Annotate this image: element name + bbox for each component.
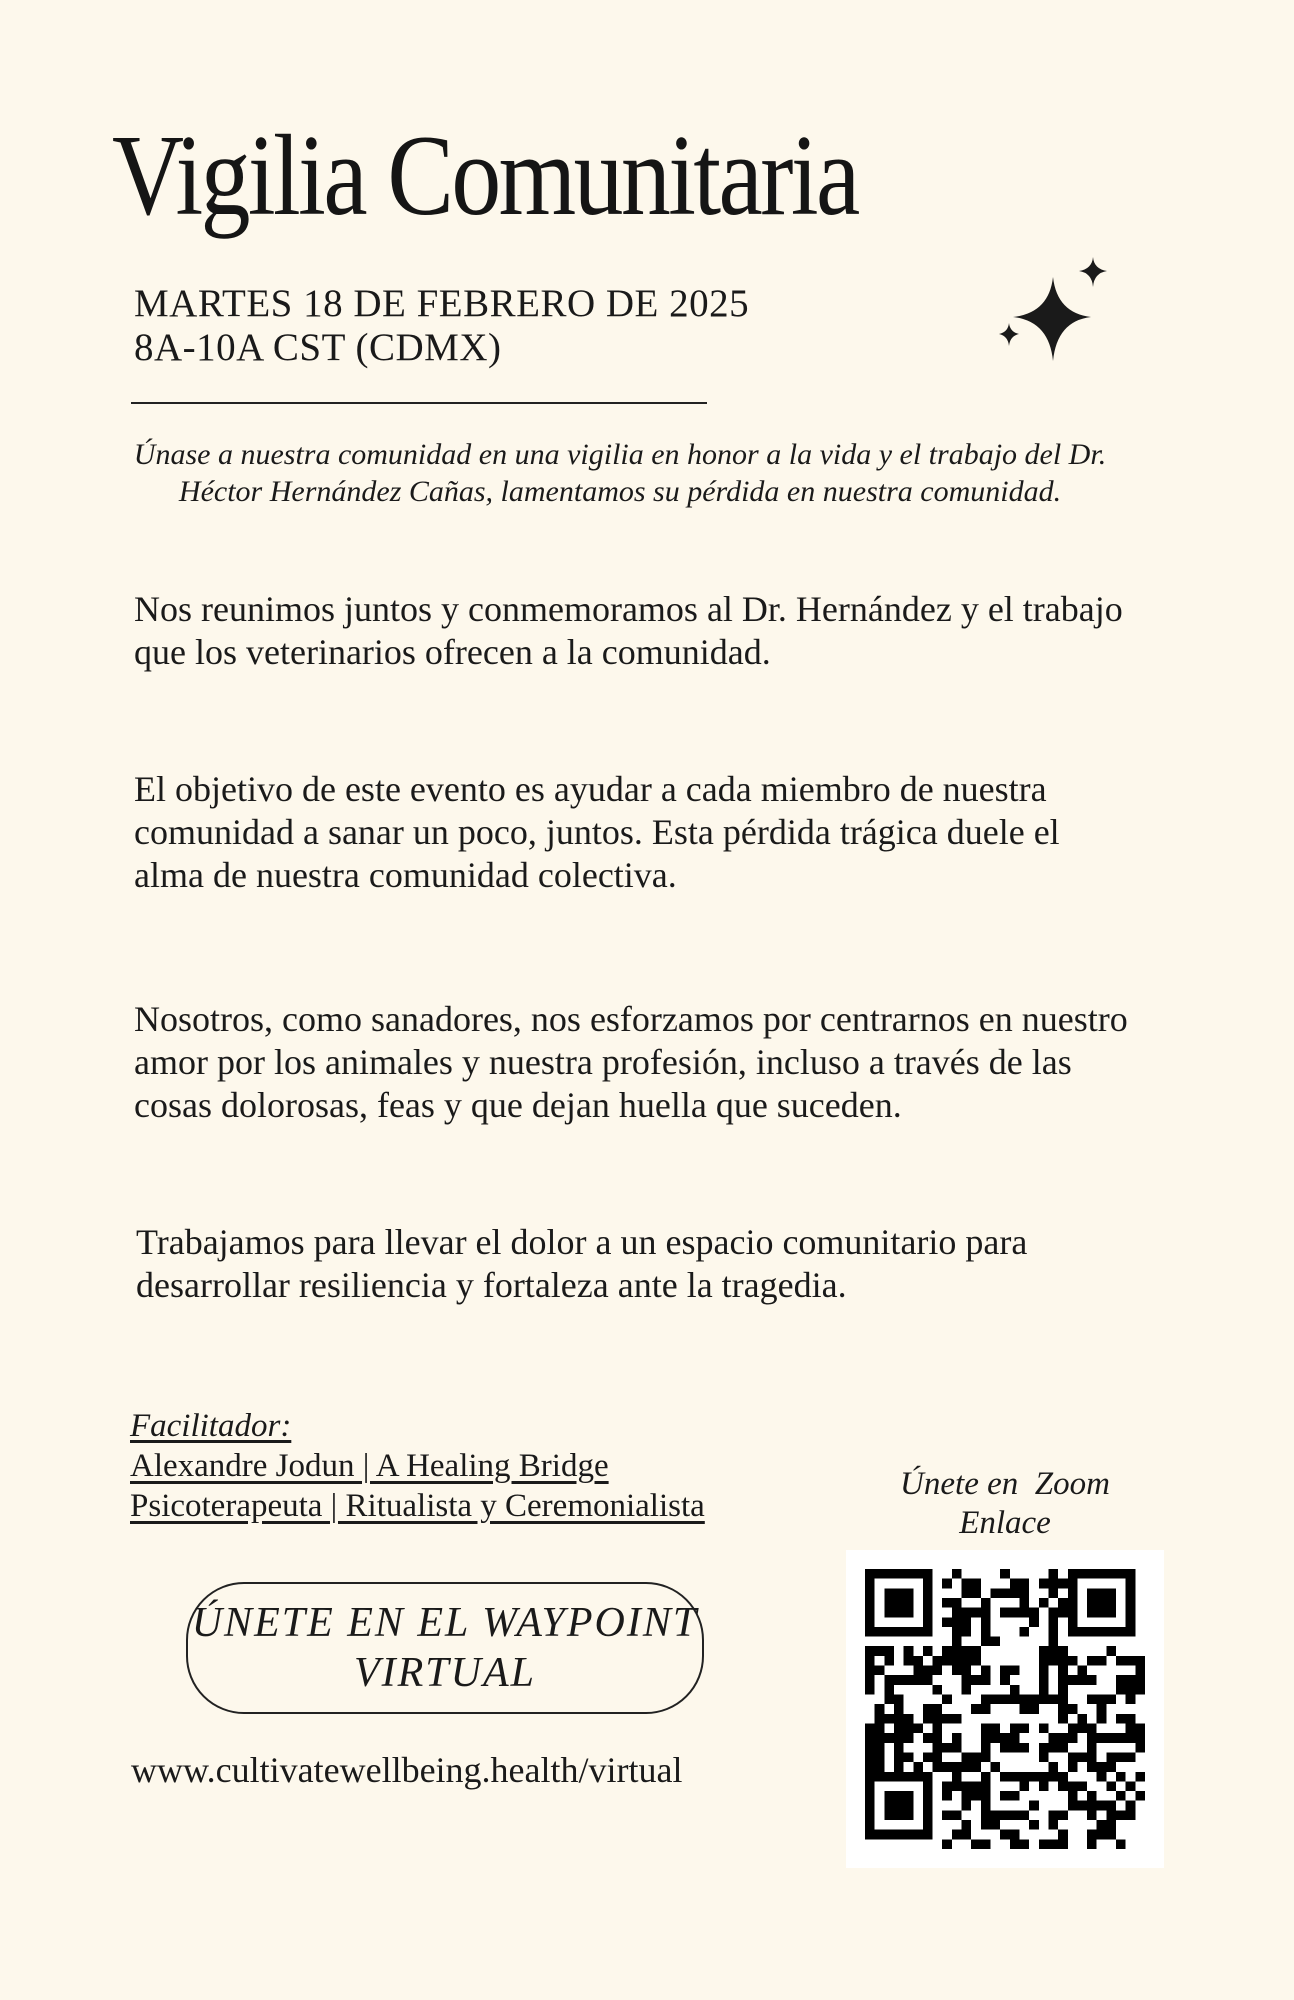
website-url[interactable]: www.cultivatewellbeing.health/virtual <box>131 1750 683 1790</box>
facilitator-block <box>130 1406 705 1526</box>
qr-code-image <box>865 1569 1145 1849</box>
qr-code[interactable] <box>846 1550 1164 1868</box>
facilitator-roles: Psicoterapeuta | Ritualista y Ceremonialista <box>130 1488 705 1524</box>
event-date: MARTES 18 DE FEBRERO DE 2025 <box>134 282 750 325</box>
join-waypoint-button[interactable]: ÚNETE EN EL WAYPOINT VIRTUAL <box>186 1582 704 1714</box>
event-datetime <box>134 282 749 370</box>
facilitator-label: Facilitador: <box>130 1408 292 1444</box>
body-paragraph: El objetivo de este evento es ayudar a cada miembro de nuestra comunidad a sanar un poco, juntos. Esta pérdida trágica duele el alma de nuestra comunidad colectiva. <box>134 769 1060 895</box>
sparkle-stars-icon <box>995 255 1115 370</box>
intro-text: Únase a nuestra comunidad en una vigilia en honor a la vida y el trabajo del Dr. Héctor Hernández Cañas, lamentamos su pérdida en nuestra comunidad. <box>133 438 1107 508</box>
body-paragraph: Nos reunimos juntos y conmemoramos al Dr. Hernández y el trabajo que los veterinarios ofrecen a la comunidad. <box>134 589 1123 672</box>
facilitator-name: Alexandre Jodun | A Healing Bridge <box>130 1448 609 1484</box>
zoom-label: Únete en Zoom Enlace <box>900 1466 1110 1541</box>
body-paragraph: Trabajamos para llevar el dolor a un espacio comunitario para desarrollar resiliencia y fortaleza ante la tragedia. <box>136 1222 1028 1305</box>
body-paragraph: Nosotros, como sanadores, nos esforzamos por centrarnos en nuestro amor por los animales y nuestra profesión, incluso a través de las cosas dolorosas, feas y que dejan huella que suceden. <box>134 999 1128 1125</box>
page-title: Vigilia Comunitaria <box>112 112 858 240</box>
divider <box>131 402 707 404</box>
event-time: 8A-10A CST (CDMX) <box>134 326 502 369</box>
